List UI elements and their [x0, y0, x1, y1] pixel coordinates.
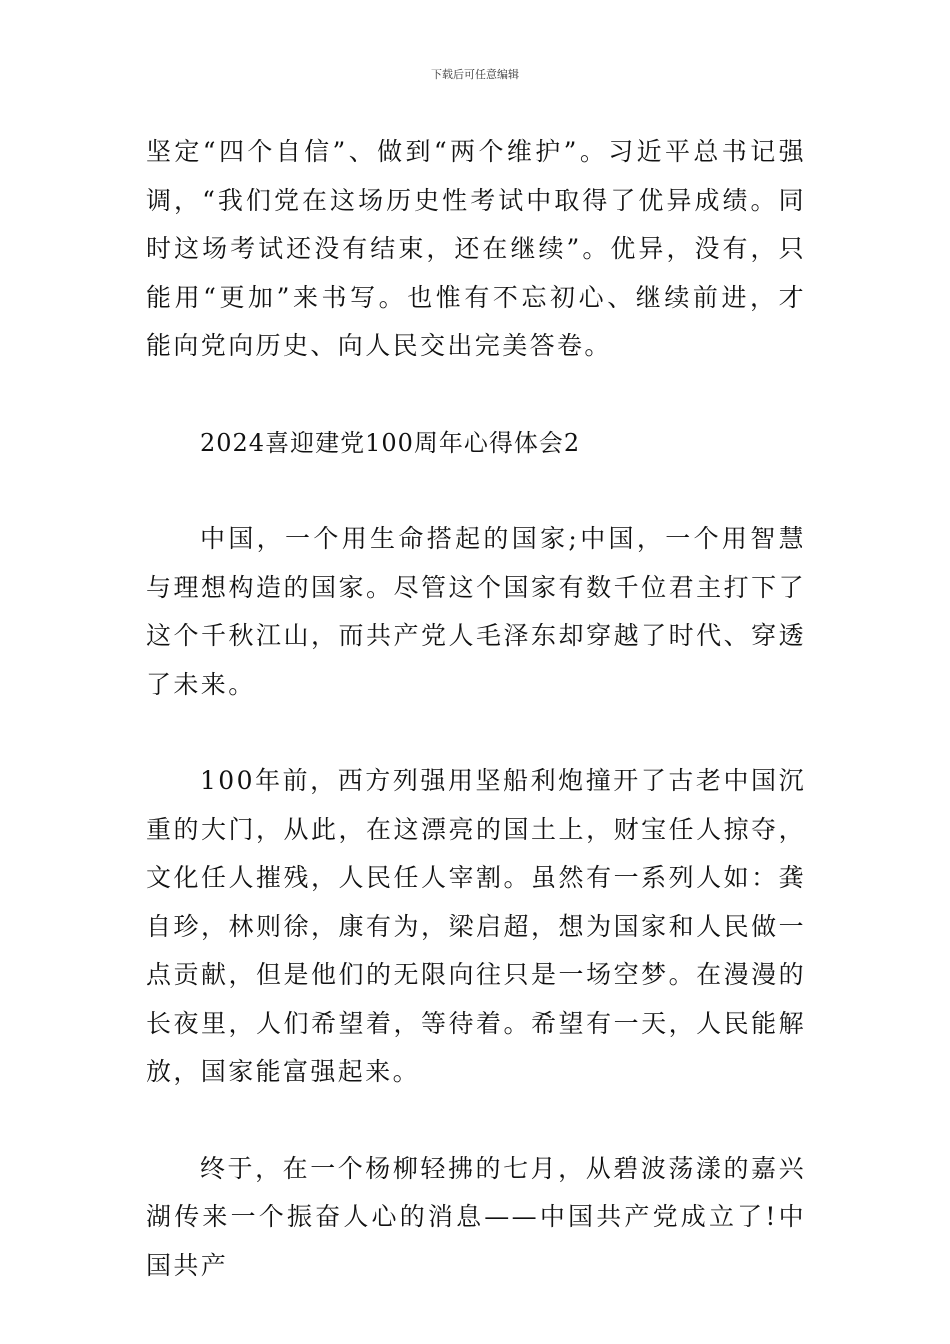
section-heading: 2024喜迎建党100周年心得体会2: [200, 428, 581, 457]
paragraph-continued: 坚定“四个自信”、做到“两个维护”。习近平总书记强调，“我们党在这场历史性考试中取得了优异成绩。同时这场考试还没有结束，还在继续”。优异，没有，只能用“更加”来书写。也惟有不忘初心、继续前进，才能向党向历史、向人民交出完美答卷。: [146, 137, 806, 360]
paragraph-history: 100年前，西方列强用坚船利炮撞开了古老中国沉重的大门，从此，在这漂亮的国土上，财宝任人掠夺，文化任人摧残，人民任人宰割。虽然有一系列人如：龚自珍，林则徐，康有为，梁启超，想为国家和人民做一点贡献，但是他们的无限向往只是一场空梦。在漫漫的长夜里，人们希望着，等待着。希望有一天，人民能解放，国家能富强起来。: [146, 766, 806, 1086]
paragraph-founding: 终于，在一个杨柳轻拂的七月，从碧波荡漾的嘉兴湖传来一个振奋人心的消息——中国共产党成立了!中国共产: [146, 1153, 806, 1280]
paragraph-china: 中国，一个用生命搭起的国家;中国，一个用智慧与理想构造的国家。尽管这个国家有数千位君主打下了这个千秋江山，而共产党人毛泽东却穿越了时代、穿透了未来。: [146, 524, 806, 699]
header-note: 下载后可任意编辑: [431, 68, 519, 81]
document-body: [146, 128, 806, 1290]
